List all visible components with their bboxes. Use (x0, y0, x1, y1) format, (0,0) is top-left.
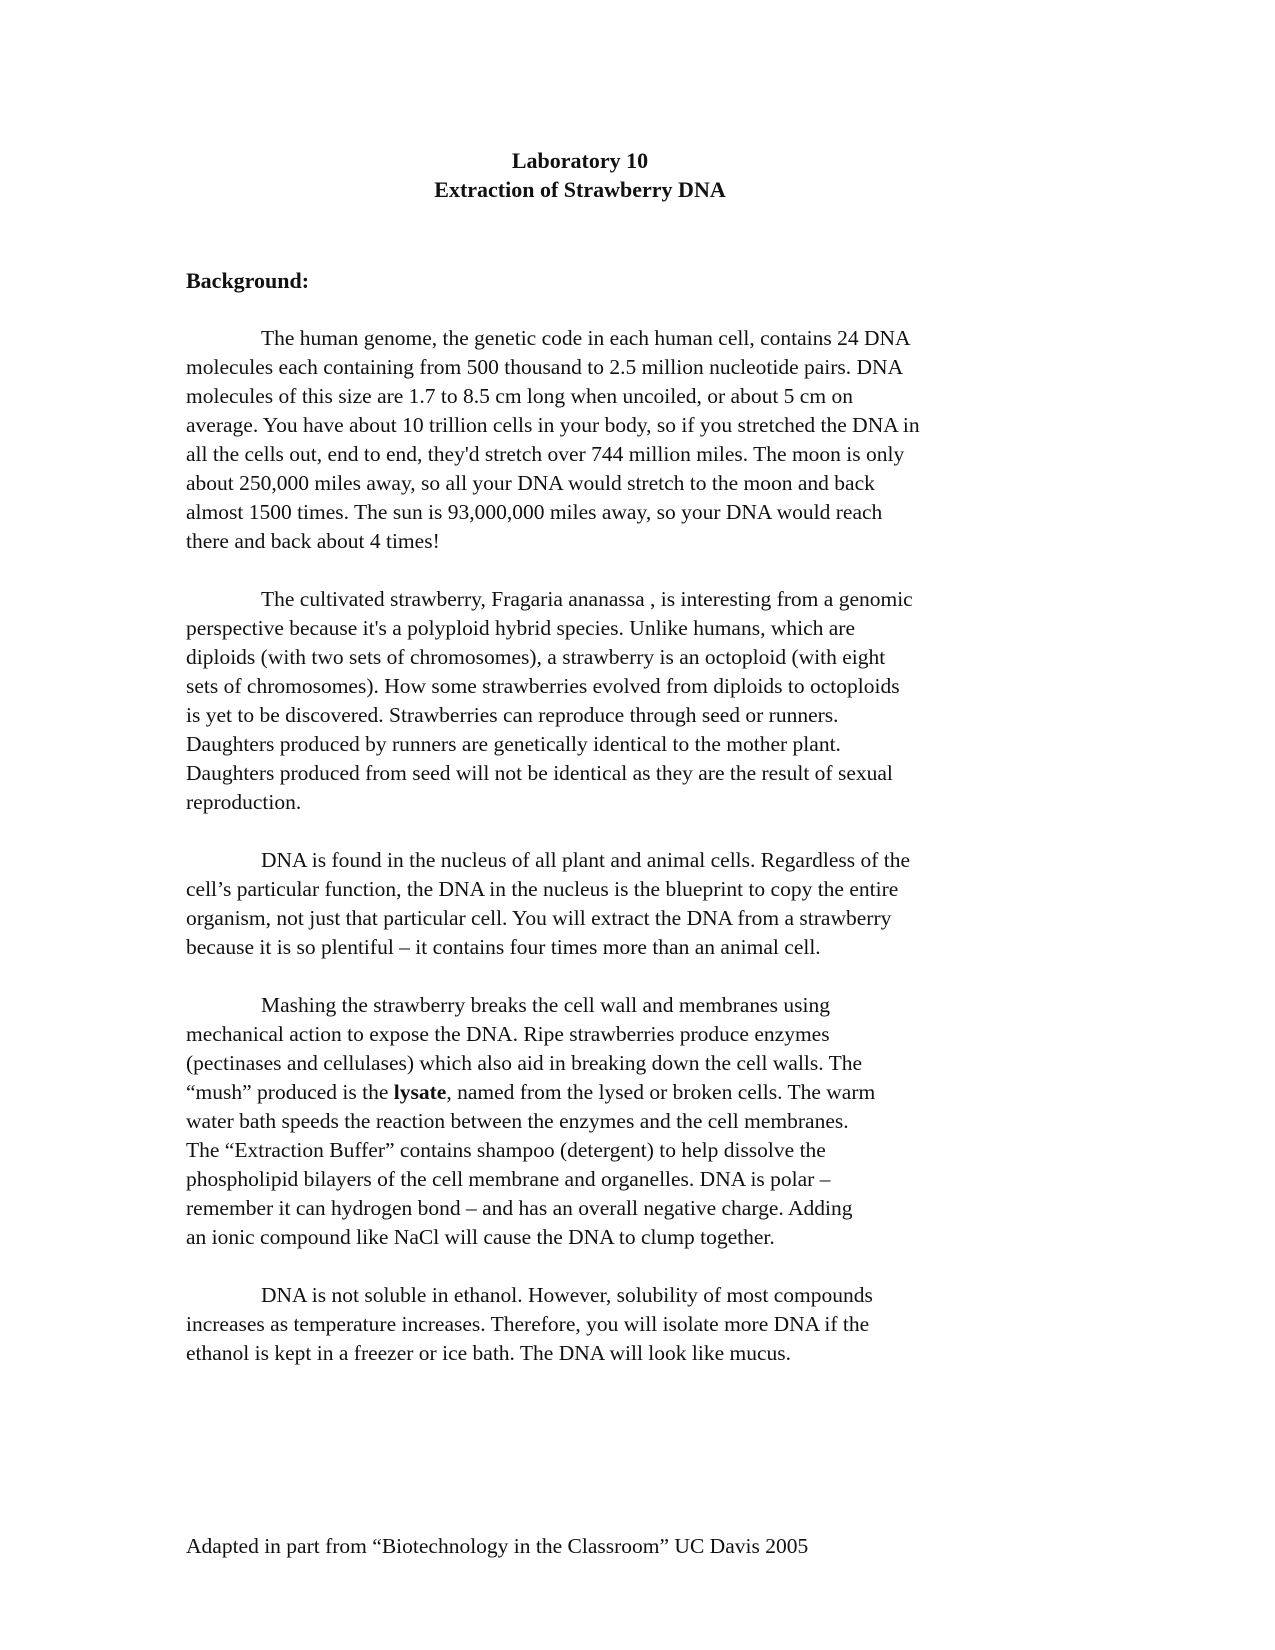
text-line: about 250,000 miles away, so all your DNA would stretch to the moon and back (186, 471, 875, 495)
paragraph-gap (186, 556, 1086, 585)
text-fragment: “mush” produced is the (186, 1080, 394, 1104)
document-title (0, 146, 1160, 204)
paragraph-gap (186, 962, 1086, 991)
paragraph-ethanol (186, 1281, 1086, 1368)
text-line: DNA is found in the nucleus of all plant and animal cells. Regardless of the (261, 848, 911, 872)
paragraph-gap (186, 817, 1086, 846)
text-line: mechanical action to expose the DNA. Ripe strawberries produce enzymes (186, 1022, 830, 1046)
paragraph-genome (186, 324, 1086, 556)
text-line: DNA is not soluble in ethanol. However, solubility of most compounds (261, 1283, 873, 1307)
text-line: reproduction. (186, 790, 302, 814)
text-line: Daughters produced by runners are genetically identical to the mother plant. (186, 732, 841, 756)
text-line: The cultivated strawberry, Fragaria ananassa , is interesting from a genomic (261, 587, 913, 611)
paragraph-gap (186, 1252, 1086, 1281)
text-line: diploids (with two sets of chromosomes), a strawberry is an octoploid (with eight (186, 645, 886, 669)
text-line: all the cells out, end to end, they'd stretch over 744 million miles. The moon is only (186, 442, 905, 466)
term-lysate: lysate (393, 1080, 447, 1104)
text-line: cell’s particular function, the DNA in the nucleus is the blueprint to copy the entire (186, 877, 899, 901)
text-line: Daughters produced from seed will not be identical as they are the result of sexual (186, 761, 893, 785)
text-line: molecules of this size are 1.7 to 8.5 cm long when uncoiled, or about 5 cm on (186, 384, 853, 408)
attribution-footer: Adapted in part from “Biotechnology in the Classroom” UC Davis 2005 (186, 1534, 809, 1558)
text-line: remember it can hydrogen bond – and has an overall negative charge. Adding (186, 1196, 853, 1220)
text-line-with-term (186, 1078, 1086, 1107)
text-line: Mashing the strawberry breaks the cell wall and membranes using (261, 993, 830, 1017)
text-fragment: , named from the lysed or broken cells. The warm (446, 1080, 876, 1104)
text-line: is yet to be discovered. Strawberries can reproduce through seed or runners. (186, 703, 839, 727)
text-line: water bath speeds the reaction between the enzymes and the cell membranes. (186, 1109, 849, 1133)
text-line: average. You have about 10 trillion cells in your body, so if you stretched the DNA in (186, 413, 920, 437)
title-lab-name: Extraction of Strawberry DNA (434, 177, 726, 202)
text-line: perspective because it's a polyploid hybrid species. Unlike humans, which are (186, 616, 855, 640)
background-body (186, 324, 1086, 1368)
text-line: organism, not just that particular cell. You will extract the DNA from a strawberry (186, 906, 892, 930)
text-line: an ionic compound like NaCl will cause the DNA to clump together. (186, 1225, 775, 1249)
paragraph-nucleus (186, 846, 1086, 962)
text-line: sets of chromosomes). How some strawberries evolved from diploids to octoploids (186, 674, 900, 698)
text-line: almost 1500 times. The sun is 93,000,000 miles away, so your DNA would reach (186, 500, 883, 524)
text-line: molecules each containing from 500 thousand to 2.5 million nucleotide pairs. DNA (186, 355, 904, 379)
title-lab-number: Laboratory 10 (511, 148, 649, 173)
text-line: there and back about 4 times! (186, 529, 440, 553)
text-line: phospholipid bilayers of the cell membrane and organelles. DNA is polar – (186, 1167, 831, 1191)
text-line: because it is so plentiful – it contains four times more than an animal cell. (186, 935, 821, 959)
text-line: The human genome, the genetic code in each human cell, contains 24 DNA (261, 326, 911, 350)
paragraph-mashing (186, 991, 1086, 1252)
text-line: increases as temperature increases. Therefore, you will isolate more DNA if the (186, 1312, 870, 1336)
section-heading-background: Background: (186, 268, 310, 293)
text-line: The “Extraction Buffer” contains shampoo (detergent) to help dissolve the (186, 1138, 826, 1162)
paragraph-strawberry (186, 585, 1086, 817)
text-line: ethanol is kept in a freezer or ice bath. The DNA will look like mucus. (186, 1341, 792, 1365)
text-line: (pectinases and cellulases) which also aid in breaking down the cell walls. The (186, 1051, 863, 1075)
